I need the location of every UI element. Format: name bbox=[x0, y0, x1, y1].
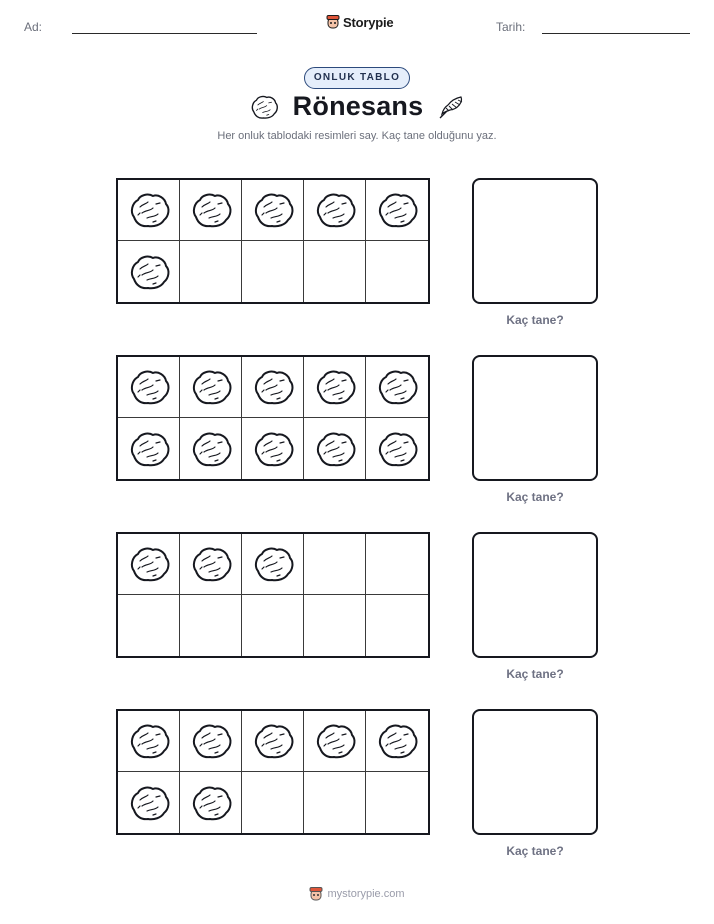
ten-frame bbox=[116, 355, 430, 481]
rock-icon bbox=[251, 191, 295, 229]
ten-frame-cell bbox=[366, 418, 428, 479]
rock-icon bbox=[375, 191, 419, 229]
ten-frame-cell bbox=[180, 241, 242, 302]
rock-icon bbox=[189, 722, 233, 760]
brand-logo bbox=[326, 14, 393, 30]
ten-frame-cell bbox=[242, 418, 304, 479]
rock-icon bbox=[127, 722, 171, 760]
brand-name: Storypie bbox=[343, 14, 394, 30]
rock-icon bbox=[189, 430, 233, 468]
title-row bbox=[0, 91, 714, 122]
ten-frame-cell bbox=[242, 595, 304, 656]
ten-frame-cell bbox=[304, 772, 366, 833]
answer-prompt: Kaç tane? bbox=[506, 490, 564, 504]
answer-box[interactable] bbox=[472, 178, 598, 304]
answer-prompt: Kaç tane? bbox=[506, 313, 564, 327]
ten-frame-cell bbox=[242, 357, 304, 418]
ten-frame-cell bbox=[366, 772, 428, 833]
ten-frame bbox=[116, 532, 430, 658]
ten-frame-cell bbox=[242, 772, 304, 833]
rock-icon bbox=[375, 722, 419, 760]
ten-frame-cell bbox=[180, 180, 242, 241]
ten-frame-cell bbox=[366, 595, 428, 656]
ten-frame-cell bbox=[366, 357, 428, 418]
answer-area bbox=[472, 709, 598, 858]
ten-frame-cell bbox=[304, 534, 366, 595]
rock-icon bbox=[251, 545, 295, 583]
answer-box[interactable] bbox=[472, 532, 598, 658]
ten-frame bbox=[116, 709, 430, 835]
problem bbox=[116, 355, 430, 481]
rock-icon bbox=[127, 191, 171, 229]
ten-frame-cell bbox=[304, 180, 366, 241]
ten-frame-cell bbox=[180, 711, 242, 772]
rock-icon bbox=[313, 430, 357, 468]
ten-frame-cell bbox=[304, 595, 366, 656]
rock-icon bbox=[127, 368, 171, 406]
ten-frame-cell bbox=[304, 241, 366, 302]
date-label: Tarih: bbox=[496, 20, 526, 34]
footer bbox=[309, 886, 404, 902]
rock-icon bbox=[375, 368, 419, 406]
rock-icon bbox=[251, 430, 295, 468]
ten-frame-cell bbox=[118, 180, 180, 241]
ten-frame-cell bbox=[304, 711, 366, 772]
ten-frame-cell bbox=[366, 241, 428, 302]
ten-frame-cell bbox=[180, 357, 242, 418]
rock-icon bbox=[251, 368, 295, 406]
rock-icon bbox=[313, 722, 357, 760]
instructions: Her onluk tablodaki resimleri say. Kaç tane olduğunu yaz. bbox=[217, 130, 497, 142]
ten-frame-cell bbox=[118, 595, 180, 656]
footer-url: mystorypie.com bbox=[327, 888, 405, 900]
ten-frame-cell bbox=[118, 772, 180, 833]
name-field[interactable] bbox=[72, 33, 257, 34]
ten-frame-cell bbox=[242, 534, 304, 595]
page-title: Rönesans bbox=[292, 91, 424, 121]
answer-area bbox=[472, 178, 598, 327]
ten-frame bbox=[116, 178, 430, 304]
ten-frame-cell bbox=[118, 711, 180, 772]
date-field[interactable] bbox=[542, 33, 690, 34]
rock-icon bbox=[189, 191, 233, 229]
rock-icon bbox=[189, 545, 233, 583]
ten-frame-cell bbox=[304, 418, 366, 479]
answer-box[interactable] bbox=[472, 355, 598, 481]
mascot-icon bbox=[309, 886, 323, 902]
answer-prompt: Kaç tane? bbox=[506, 667, 564, 681]
rock-icon bbox=[127, 253, 171, 291]
ten-frame-cell bbox=[180, 534, 242, 595]
rock-icon bbox=[127, 430, 171, 468]
rock-icon bbox=[249, 94, 279, 120]
rock-icon bbox=[127, 784, 171, 822]
rock-icon bbox=[189, 784, 233, 822]
ten-frame-cell bbox=[180, 772, 242, 833]
answer-prompt: Kaç tane? bbox=[506, 844, 564, 858]
rock-icon bbox=[127, 545, 171, 583]
rock-icon bbox=[313, 368, 357, 406]
problem bbox=[116, 532, 430, 658]
ten-frame-cell bbox=[118, 241, 180, 302]
ten-frame-cell bbox=[180, 418, 242, 479]
ten-frame-cell bbox=[118, 418, 180, 479]
ten-frame-cell bbox=[118, 534, 180, 595]
ten-frame-cell bbox=[242, 180, 304, 241]
answer-area bbox=[472, 355, 598, 504]
ten-frame-cell bbox=[366, 711, 428, 772]
rock-icon bbox=[251, 722, 295, 760]
ten-frame-cell bbox=[242, 711, 304, 772]
ten-frame-cell bbox=[366, 180, 428, 241]
answer-area bbox=[472, 532, 598, 681]
worksheet-type-badge: ONLUK TABLO bbox=[304, 67, 410, 89]
rock-icon bbox=[189, 368, 233, 406]
ten-frame-cell bbox=[118, 357, 180, 418]
ten-frame-cell bbox=[304, 357, 366, 418]
name-label: Ad: bbox=[24, 20, 43, 34]
ten-frame-cell bbox=[242, 241, 304, 302]
feather-icon bbox=[437, 93, 465, 121]
mascot-icon bbox=[326, 14, 340, 30]
problem bbox=[116, 709, 430, 835]
rock-icon bbox=[375, 430, 419, 468]
rock-icon bbox=[313, 191, 357, 229]
problem bbox=[116, 178, 430, 304]
answer-box[interactable] bbox=[472, 709, 598, 835]
ten-frame-cell bbox=[180, 595, 242, 656]
ten-frame-cell bbox=[366, 534, 428, 595]
